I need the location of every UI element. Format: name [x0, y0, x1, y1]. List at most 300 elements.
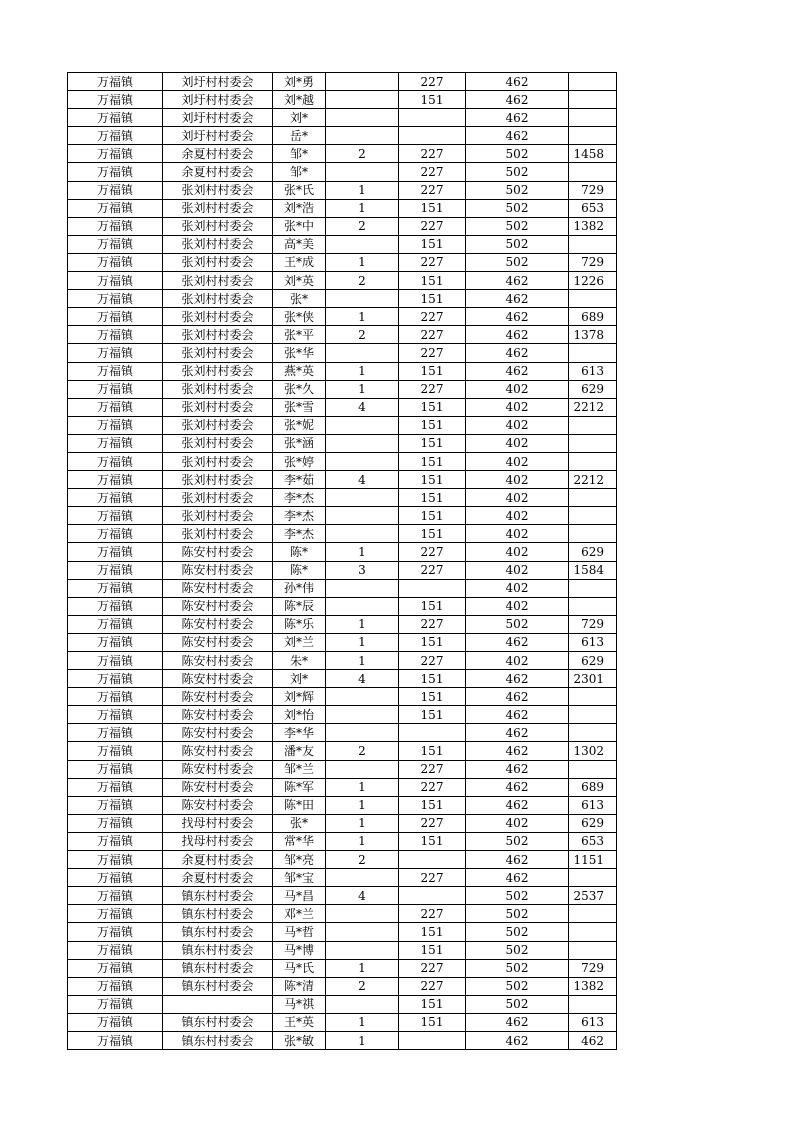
name-cell: 邹*亮 — [273, 851, 326, 869]
name-cell: 马*博 — [273, 941, 326, 959]
amount-a-cell: 227 — [399, 380, 466, 398]
name-cell: 张*妮 — [273, 416, 326, 434]
amount-a-cell: 151 — [399, 796, 466, 814]
name-cell: 刘* — [273, 670, 326, 688]
name-cell: 张*平 — [273, 326, 326, 344]
amount-b-cell: 502 — [466, 941, 569, 959]
town-cell: 万福镇 — [68, 814, 163, 832]
count-cell — [326, 344, 399, 362]
count-cell: 1 — [326, 615, 399, 633]
amount-a-cell — [399, 109, 466, 127]
amount-a-cell: 227 — [399, 869, 466, 887]
amount-b-cell: 402 — [466, 814, 569, 832]
total-cell — [569, 941, 617, 959]
total-cell: 613 — [569, 633, 617, 651]
name-cell: 陈* — [273, 561, 326, 579]
name-cell: 马*氏 — [273, 959, 326, 977]
name-cell: 刘*浩 — [273, 199, 326, 217]
name-cell: 李*杰 — [273, 489, 326, 507]
count-cell: 2 — [326, 217, 399, 235]
table-row — [68, 181, 617, 199]
count-cell: 1 — [326, 633, 399, 651]
count-cell: 4 — [326, 471, 399, 489]
count-cell: 4 — [326, 887, 399, 905]
table-row — [68, 109, 617, 127]
amount-b-cell: 402 — [466, 597, 569, 615]
count-cell — [326, 724, 399, 742]
name-cell: 燕*英 — [273, 362, 326, 380]
total-cell: 1378 — [569, 326, 617, 344]
table-row — [68, 832, 617, 850]
town-cell: 万福镇 — [68, 253, 163, 271]
total-cell: 1151 — [569, 851, 617, 869]
name-cell: 李*杰 — [273, 525, 326, 543]
count-cell: 1 — [326, 362, 399, 380]
total-cell — [569, 434, 617, 452]
total-cell: 462 — [569, 1031, 617, 1049]
amount-b-cell: 502 — [466, 181, 569, 199]
table-row — [68, 995, 617, 1013]
town-cell: 万福镇 — [68, 851, 163, 869]
amount-a-cell — [399, 579, 466, 597]
name-cell: 刘*英 — [273, 272, 326, 290]
count-cell — [326, 941, 399, 959]
table-row — [68, 326, 617, 344]
town-cell: 万福镇 — [68, 832, 163, 850]
amount-a-cell: 227 — [399, 308, 466, 326]
count-cell — [326, 434, 399, 452]
town-cell: 万福镇 — [68, 416, 163, 434]
total-cell: 613 — [569, 1013, 617, 1031]
town-cell: 万福镇 — [68, 941, 163, 959]
town-cell: 万福镇 — [68, 362, 163, 380]
name-cell: 朱* — [273, 652, 326, 670]
town-cell: 万福镇 — [68, 887, 163, 905]
name-cell: 陈* — [273, 543, 326, 561]
amount-a-cell: 151 — [399, 471, 466, 489]
village-cell: 张刘村村委会 — [163, 489, 273, 507]
table-row — [68, 778, 617, 796]
table-row — [68, 380, 617, 398]
amount-a-cell: 227 — [399, 217, 466, 235]
amount-a-cell: 151 — [399, 670, 466, 688]
town-cell: 万福镇 — [68, 434, 163, 452]
name-cell: 陈*乐 — [273, 615, 326, 633]
village-cell: 张刘村村委会 — [163, 235, 273, 253]
amount-b-cell: 402 — [466, 652, 569, 670]
count-cell — [326, 597, 399, 615]
amount-a-cell: 227 — [399, 543, 466, 561]
count-cell: 1 — [326, 1013, 399, 1031]
total-cell — [569, 760, 617, 778]
village-cell: 陈安村村委会 — [163, 597, 273, 615]
count-cell: 1 — [326, 652, 399, 670]
amount-b-cell: 462 — [466, 308, 569, 326]
total-cell: 2212 — [569, 398, 617, 416]
name-cell: 刘*兰 — [273, 633, 326, 651]
total-cell — [569, 706, 617, 724]
amount-a-cell: 227 — [399, 326, 466, 344]
count-cell — [326, 416, 399, 434]
total-cell — [569, 235, 617, 253]
town-cell: 万福镇 — [68, 308, 163, 326]
table-row — [68, 796, 617, 814]
amount-a-cell — [399, 127, 466, 145]
table-row — [68, 73, 617, 91]
village-cell: 镇东村村委会 — [163, 1013, 273, 1031]
village-cell: 张刘村村委会 — [163, 471, 273, 489]
count-cell — [326, 235, 399, 253]
name-cell: 陈*军 — [273, 778, 326, 796]
village-cell: 张刘村村委会 — [163, 272, 273, 290]
name-cell: 张*久 — [273, 380, 326, 398]
amount-a-cell: 151 — [399, 597, 466, 615]
amount-b-cell: 502 — [466, 977, 569, 995]
town-cell: 万福镇 — [68, 652, 163, 670]
amount-a-cell: 151 — [399, 1013, 466, 1031]
amount-b-cell: 402 — [466, 434, 569, 452]
name-cell: 陈*辰 — [273, 597, 326, 615]
total-cell — [569, 724, 617, 742]
amount-a-cell: 227 — [399, 344, 466, 362]
town-cell: 万福镇 — [68, 199, 163, 217]
total-cell: 2212 — [569, 471, 617, 489]
count-cell: 2 — [326, 977, 399, 995]
table-row — [68, 814, 617, 832]
count-cell — [326, 869, 399, 887]
table-row — [68, 344, 617, 362]
name-cell: 张*涵 — [273, 434, 326, 452]
village-cell: 余夏村村委会 — [163, 851, 273, 869]
amount-a-cell: 151 — [399, 290, 466, 308]
amount-b-cell: 502 — [466, 905, 569, 923]
count-cell — [326, 688, 399, 706]
table-row — [68, 851, 617, 869]
village-cell: 陈安村村委会 — [163, 561, 273, 579]
town-cell: 万福镇 — [68, 235, 163, 253]
name-cell: 邹*兰 — [273, 760, 326, 778]
amount-b-cell: 462 — [466, 73, 569, 91]
count-cell — [326, 760, 399, 778]
village-cell: 张刘村村委会 — [163, 290, 273, 308]
total-cell — [569, 923, 617, 941]
count-cell — [326, 73, 399, 91]
table-row — [68, 579, 617, 597]
village-cell: 陈安村村委会 — [163, 652, 273, 670]
amount-b-cell: 462 — [466, 869, 569, 887]
village-cell: 张刘村村委会 — [163, 362, 273, 380]
amount-a-cell: 151 — [399, 525, 466, 543]
amount-b-cell: 402 — [466, 561, 569, 579]
table-row — [68, 272, 617, 290]
town-cell: 万福镇 — [68, 706, 163, 724]
table-row — [68, 905, 617, 923]
name-cell: 陈*田 — [273, 796, 326, 814]
table-row — [68, 434, 617, 452]
count-cell: 1 — [326, 380, 399, 398]
town-cell: 万福镇 — [68, 91, 163, 109]
town-cell: 万福镇 — [68, 977, 163, 995]
total-cell — [569, 525, 617, 543]
village-cell: 找母村村委会 — [163, 814, 273, 832]
town-cell: 万福镇 — [68, 742, 163, 760]
name-cell: 陈*清 — [273, 977, 326, 995]
town-cell: 万福镇 — [68, 633, 163, 651]
amount-a-cell: 227 — [399, 181, 466, 199]
town-cell: 万福镇 — [68, 109, 163, 127]
town-cell: 万福镇 — [68, 869, 163, 887]
village-cell: 余夏村村委会 — [163, 869, 273, 887]
town-cell: 万福镇 — [68, 489, 163, 507]
table-row — [68, 1013, 617, 1031]
name-cell: 常*华 — [273, 832, 326, 850]
count-cell: 1 — [326, 959, 399, 977]
village-cell: 陈安村村委会 — [163, 796, 273, 814]
count-cell — [326, 127, 399, 145]
total-cell: 729 — [569, 253, 617, 271]
table-row — [68, 597, 617, 615]
amount-b-cell: 462 — [466, 127, 569, 145]
amount-b-cell: 402 — [466, 543, 569, 561]
amount-b-cell: 462 — [466, 778, 569, 796]
amount-b-cell: 502 — [466, 923, 569, 941]
amount-b-cell: 462 — [466, 706, 569, 724]
amount-a-cell: 151 — [399, 398, 466, 416]
village-cell: 张刘村村委会 — [163, 416, 273, 434]
village-cell: 张刘村村委会 — [163, 507, 273, 525]
table-row — [68, 959, 617, 977]
town-cell: 万福镇 — [68, 471, 163, 489]
count-cell: 1 — [326, 308, 399, 326]
name-cell: 张*中 — [273, 217, 326, 235]
town-cell: 万福镇 — [68, 217, 163, 235]
total-cell — [569, 127, 617, 145]
count-cell — [326, 91, 399, 109]
amount-b-cell: 402 — [466, 398, 569, 416]
table-row — [68, 145, 617, 163]
name-cell: 岳* — [273, 127, 326, 145]
total-cell: 2301 — [569, 670, 617, 688]
count-cell: 1 — [326, 543, 399, 561]
amount-a-cell: 151 — [399, 742, 466, 760]
village-cell: 镇东村村委会 — [163, 905, 273, 923]
amount-a-cell — [399, 851, 466, 869]
count-cell: 1 — [326, 778, 399, 796]
table-row — [68, 742, 617, 760]
amount-b-cell: 462 — [466, 760, 569, 778]
village-cell: 陈安村村委会 — [163, 706, 273, 724]
town-cell: 万福镇 — [68, 995, 163, 1013]
table-row — [68, 471, 617, 489]
amount-a-cell: 151 — [399, 272, 466, 290]
table-row — [68, 127, 617, 145]
amount-a-cell: 151 — [399, 507, 466, 525]
amount-a-cell: 151 — [399, 91, 466, 109]
amount-b-cell: 402 — [466, 416, 569, 434]
name-cell: 邹* — [273, 145, 326, 163]
amount-a-cell: 151 — [399, 832, 466, 850]
town-cell: 万福镇 — [68, 344, 163, 362]
name-cell: 张*雪 — [273, 398, 326, 416]
town-cell: 万福镇 — [68, 290, 163, 308]
amount-b-cell: 402 — [466, 452, 569, 470]
town-cell: 万福镇 — [68, 760, 163, 778]
count-cell — [326, 489, 399, 507]
total-cell — [569, 109, 617, 127]
name-cell: 刘*怡 — [273, 706, 326, 724]
total-cell — [569, 416, 617, 434]
amount-b-cell: 502 — [466, 199, 569, 217]
amount-a-cell: 151 — [399, 941, 466, 959]
total-cell — [569, 688, 617, 706]
table-row — [68, 543, 617, 561]
village-cell: 陈安村村委会 — [163, 688, 273, 706]
total-cell: 1458 — [569, 145, 617, 163]
count-cell: 2 — [326, 742, 399, 760]
village-cell: 张刘村村委会 — [163, 452, 273, 470]
table-row — [68, 652, 617, 670]
village-cell: 刘圩村村委会 — [163, 91, 273, 109]
town-cell: 万福镇 — [68, 380, 163, 398]
count-cell — [326, 706, 399, 724]
data-table — [67, 72, 617, 1050]
town-cell: 万福镇 — [68, 507, 163, 525]
count-cell: 3 — [326, 561, 399, 579]
count-cell — [326, 905, 399, 923]
amount-b-cell: 462 — [466, 1013, 569, 1031]
table-row — [68, 507, 617, 525]
total-cell: 729 — [569, 181, 617, 199]
amount-a-cell: 227 — [399, 163, 466, 181]
table-row — [68, 724, 617, 742]
amount-b-cell: 462 — [466, 851, 569, 869]
name-cell: 刘*勇 — [273, 73, 326, 91]
count-cell — [326, 452, 399, 470]
village-cell: 刘圩村村委会 — [163, 127, 273, 145]
amount-a-cell: 151 — [399, 434, 466, 452]
amount-b-cell: 502 — [466, 832, 569, 850]
table-row — [68, 308, 617, 326]
town-cell: 万福镇 — [68, 1013, 163, 1031]
town-cell: 万福镇 — [68, 670, 163, 688]
count-cell: 2 — [326, 145, 399, 163]
town-cell: 万福镇 — [68, 597, 163, 615]
count-cell — [326, 163, 399, 181]
town-cell: 万福镇 — [68, 326, 163, 344]
table-row — [68, 253, 617, 271]
count-cell: 2 — [326, 272, 399, 290]
town-cell: 万福镇 — [68, 543, 163, 561]
table-row — [68, 163, 617, 181]
count-cell: 1 — [326, 199, 399, 217]
name-cell: 张* — [273, 290, 326, 308]
amount-b-cell: 402 — [466, 380, 569, 398]
name-cell: 马*昌 — [273, 887, 326, 905]
table-row — [68, 199, 617, 217]
village-cell: 刘圩村村委会 — [163, 73, 273, 91]
amount-a-cell — [399, 724, 466, 742]
village-cell: 镇东村村委会 — [163, 887, 273, 905]
village-cell: 刘圩村村委会 — [163, 109, 273, 127]
total-cell — [569, 579, 617, 597]
amount-a-cell — [399, 1031, 466, 1049]
total-cell — [569, 344, 617, 362]
count-cell — [326, 507, 399, 525]
amount-a-cell: 151 — [399, 362, 466, 380]
name-cell: 王*成 — [273, 253, 326, 271]
name-cell: 潘*友 — [273, 742, 326, 760]
count-cell: 1 — [326, 796, 399, 814]
table-row — [68, 362, 617, 380]
amount-a-cell: 151 — [399, 633, 466, 651]
count-cell: 1 — [326, 1031, 399, 1049]
total-cell — [569, 452, 617, 470]
total-cell — [569, 597, 617, 615]
total-cell: 629 — [569, 652, 617, 670]
amount-b-cell: 502 — [466, 253, 569, 271]
name-cell: 张*敏 — [273, 1031, 326, 1049]
amount-b-cell: 502 — [466, 995, 569, 1013]
table-row — [68, 615, 617, 633]
count-cell: 2 — [326, 851, 399, 869]
name-cell: 邹* — [273, 163, 326, 181]
name-cell: 孙*伟 — [273, 579, 326, 597]
amount-b-cell: 402 — [466, 525, 569, 543]
amount-a-cell: 151 — [399, 416, 466, 434]
count-cell: 1 — [326, 814, 399, 832]
total-cell — [569, 73, 617, 91]
table-row — [68, 869, 617, 887]
table-row — [68, 688, 617, 706]
village-cell: 张刘村村委会 — [163, 181, 273, 199]
amount-b-cell: 462 — [466, 326, 569, 344]
village-cell: 张刘村村委会 — [163, 308, 273, 326]
amount-b-cell: 502 — [466, 959, 569, 977]
village-cell: 陈安村村委会 — [163, 615, 273, 633]
name-cell: 王*英 — [273, 1013, 326, 1031]
amount-b-cell: 462 — [466, 742, 569, 760]
table-row — [68, 525, 617, 543]
amount-b-cell: 502 — [466, 887, 569, 905]
amount-b-cell: 462 — [466, 109, 569, 127]
village-cell: 张刘村村委会 — [163, 344, 273, 362]
town-cell: 万福镇 — [68, 73, 163, 91]
amount-a-cell: 151 — [399, 199, 466, 217]
village-cell: 张刘村村委会 — [163, 434, 273, 452]
amount-b-cell: 502 — [466, 217, 569, 235]
total-cell: 629 — [569, 380, 617, 398]
amount-a-cell: 151 — [399, 489, 466, 507]
amount-b-cell: 462 — [466, 724, 569, 742]
amount-a-cell: 227 — [399, 977, 466, 995]
amount-a-cell — [399, 887, 466, 905]
town-cell: 万福镇 — [68, 923, 163, 941]
total-cell — [569, 995, 617, 1013]
town-cell: 万福镇 — [68, 127, 163, 145]
amount-b-cell: 462 — [466, 362, 569, 380]
count-cell — [326, 109, 399, 127]
town-cell: 万福镇 — [68, 615, 163, 633]
total-cell — [569, 507, 617, 525]
town-cell: 万福镇 — [68, 959, 163, 977]
total-cell: 729 — [569, 959, 617, 977]
amount-b-cell: 502 — [466, 163, 569, 181]
table-row — [68, 91, 617, 109]
name-cell: 刘* — [273, 109, 326, 127]
town-cell: 万福镇 — [68, 579, 163, 597]
total-cell: 689 — [569, 308, 617, 326]
town-cell: 万福镇 — [68, 796, 163, 814]
